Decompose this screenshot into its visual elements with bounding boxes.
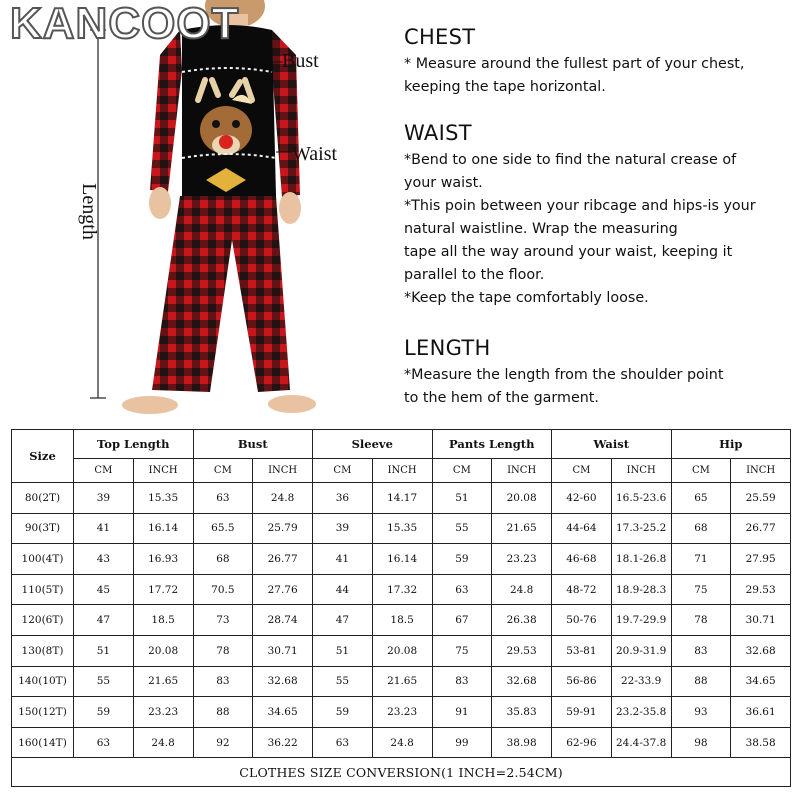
table-cell: 44-64 [552, 513, 612, 544]
guide-waist-line: *Bend to one side to find the natural crease of [404, 152, 737, 168]
table-cell: 30.71 [731, 605, 791, 636]
unit-header: INCH [611, 459, 671, 483]
table-cell: 16.14 [133, 513, 193, 544]
table-cell: 24.8 [372, 727, 432, 758]
table-cell: 24.8 [492, 574, 552, 605]
table-cell: 75 [671, 574, 731, 605]
table-cell: 24.4-37.8 [611, 727, 671, 758]
table-footer-row [12, 758, 791, 787]
table-cell: 55 [74, 666, 134, 697]
table-cell: 38.58 [731, 727, 791, 758]
guide-waist-line: *Keep the tape comfortably loose. [404, 290, 649, 306]
group-header-top-length: Top Length [74, 430, 194, 459]
table-cell: 32.68 [253, 666, 313, 697]
table-row [12, 544, 791, 575]
table-row [12, 697, 791, 728]
table-cell: 34.65 [253, 697, 313, 728]
table-cell: 65.5 [193, 513, 253, 544]
size-cell: 160(14T) [12, 727, 74, 758]
waist-label: Waist [292, 143, 338, 165]
table-cell: 41 [74, 513, 134, 544]
guide-length-title: LENGTH [404, 336, 491, 360]
table-row [12, 727, 791, 758]
table-cell: 17.72 [133, 574, 193, 605]
table-cell: 25.79 [253, 513, 313, 544]
table-cell: 83 [193, 666, 253, 697]
guide-waist-line: *This poin between your ribcage and hips-is your [404, 198, 756, 214]
unit-header: CM [313, 459, 373, 483]
table-cell: 93 [671, 697, 731, 728]
table-cell: 26.77 [731, 513, 791, 544]
table-cell: 41 [313, 544, 373, 575]
table-cell: 19.7-29.9 [611, 605, 671, 636]
table-cell: 21.65 [492, 513, 552, 544]
table-cell: 48-72 [552, 574, 612, 605]
table-row [12, 666, 791, 697]
size-cell: 110(5T) [12, 574, 74, 605]
table-cell: 78 [193, 635, 253, 666]
table-cell: 29.53 [492, 635, 552, 666]
guide-length-section [404, 335, 796, 410]
table-cell: 18.9-28.3 [611, 574, 671, 605]
table-cell: 56-86 [552, 666, 612, 697]
table-cell: 55 [432, 513, 492, 544]
unit-header: CM [193, 459, 253, 483]
table-cell: 63 [313, 727, 373, 758]
size-cell: 80(2T) [12, 483, 74, 514]
unit-header: CM [74, 459, 134, 483]
table-cell: 63 [74, 727, 134, 758]
table-cell: 75 [432, 635, 492, 666]
table-cell: 46-68 [552, 544, 612, 575]
table-cell: 30.71 [253, 635, 313, 666]
table-row [12, 605, 791, 636]
bust-label: Bust [282, 50, 319, 72]
table-cell: 26.77 [253, 544, 313, 575]
table-cell: 23.23 [133, 697, 193, 728]
table-cell: 45 [74, 574, 134, 605]
table-cell: 83 [671, 635, 731, 666]
group-header-hip: Hip [671, 430, 791, 459]
table-cell: 68 [671, 513, 731, 544]
model-figure-area [0, 0, 400, 420]
unit-header: INCH [253, 459, 313, 483]
table-cell: 16.5-23.6 [611, 483, 671, 514]
table-cell: 17.32 [372, 574, 432, 605]
table-cell: 27.76 [253, 574, 313, 605]
table-cell: 63 [432, 574, 492, 605]
table-cell: 43 [74, 544, 134, 575]
table-cell: 59 [432, 544, 492, 575]
table-cell: 59 [74, 697, 134, 728]
size-cell: 120(6T) [12, 605, 74, 636]
table-cell: 63 [193, 483, 253, 514]
table-cell: 68 [193, 544, 253, 575]
table-cell: 42-60 [552, 483, 612, 514]
table-cell: 16.14 [372, 544, 432, 575]
unit-header: INCH [372, 459, 432, 483]
unit-header: CM [671, 459, 731, 483]
unit-header: CM [432, 459, 492, 483]
table-cell: 29.53 [731, 574, 791, 605]
table-cell: 20.08 [133, 635, 193, 666]
table-cell: 20.08 [372, 635, 432, 666]
table-cell: 27.95 [731, 544, 791, 575]
table-cell: 22-33.9 [611, 666, 671, 697]
table-cell: 32.68 [731, 635, 791, 666]
table-cell: 59-91 [552, 697, 612, 728]
table-cell: 36.22 [253, 727, 313, 758]
table-cell: 28.74 [253, 605, 313, 636]
table-cell: 92 [193, 727, 253, 758]
table-cell: 17.3-25.2 [611, 513, 671, 544]
group-header-waist: Waist [552, 430, 672, 459]
table-group-header-row [12, 430, 791, 459]
group-header-sleeve: Sleeve [313, 430, 433, 459]
table-cell: 39 [74, 483, 134, 514]
length-label: Length [77, 183, 100, 240]
table-cell: 34.65 [731, 666, 791, 697]
guide-length-line: *Measure the length from the shoulder point [404, 367, 724, 383]
table-cell: 53-81 [552, 635, 612, 666]
size-cell: 90(3T) [12, 513, 74, 544]
table-cell: 39 [313, 513, 373, 544]
table-cell: 21.65 [372, 666, 432, 697]
table-cell: 26.38 [492, 605, 552, 636]
table-row [12, 635, 791, 666]
table-row [12, 574, 791, 605]
size-chart-table [11, 429, 791, 787]
table-cell: 51 [432, 483, 492, 514]
table-cell: 24.8 [133, 727, 193, 758]
unit-header: INCH [731, 459, 791, 483]
guide-chest-title: CHEST [404, 25, 476, 49]
table-cell: 15.35 [133, 483, 193, 514]
table-cell: 24.8 [253, 483, 313, 514]
size-cell: 150(12T) [12, 697, 74, 728]
guide-waist-section [404, 120, 796, 310]
table-cell: 98 [671, 727, 731, 758]
model-illustration [0, 0, 400, 420]
group-header-bust: Bust [193, 430, 313, 459]
table-cell: 59 [313, 697, 373, 728]
table-row [12, 513, 791, 544]
table-cell: 51 [74, 635, 134, 666]
guide-waist-line: your waist. [404, 175, 483, 191]
table-cell: 36 [313, 483, 373, 514]
guide-waist-line: parallel to the floor. [404, 267, 545, 283]
table-cell: 32.68 [492, 666, 552, 697]
group-header-pants-length: Pants Length [432, 430, 552, 459]
table-cell: 36.61 [731, 697, 791, 728]
table-unit-header-row [12, 459, 791, 483]
guide-chest-line: * Measure around the fullest part of your chest, [404, 56, 745, 72]
table-cell: 88 [193, 697, 253, 728]
table-cell: 15.35 [372, 513, 432, 544]
table-cell: 14.17 [372, 483, 432, 514]
table-cell: 62-96 [552, 727, 612, 758]
unit-header: CM [552, 459, 612, 483]
size-column-header: Size [12, 430, 74, 483]
table-cell: 88 [671, 666, 731, 697]
table-cell: 50-76 [552, 605, 612, 636]
table-cell: 25.59 [731, 483, 791, 514]
table-cell: 83 [432, 666, 492, 697]
guide-chest-line: keeping the tape horizontal. [404, 79, 606, 95]
unit-header: INCH [133, 459, 193, 483]
table-cell: 47 [74, 605, 134, 636]
table-cell: 55 [313, 666, 373, 697]
size-cell: 100(4T) [12, 544, 74, 575]
table-cell: 23.23 [372, 697, 432, 728]
table-cell: 99 [432, 727, 492, 758]
table-cell: 47 [313, 605, 373, 636]
guide-waist-line: tape all the way around your waist, keeping it [404, 244, 733, 260]
table-cell: 38.98 [492, 727, 552, 758]
table-cell: 18.5 [133, 605, 193, 636]
table-cell: 44 [313, 574, 373, 605]
size-cell: 130(8T) [12, 635, 74, 666]
table-row [12, 483, 791, 514]
conversion-note: CLOTHES SIZE CONVERSION(1 INCH=2.54CM) [12, 758, 791, 787]
guide-waist-title: WAIST [404, 121, 472, 145]
table-cell: 20.08 [492, 483, 552, 514]
table-cell: 51 [313, 635, 373, 666]
table-cell: 18.5 [372, 605, 432, 636]
guide-waist-line: natural waistline. Wrap the measuring [404, 221, 678, 237]
table-cell: 73 [193, 605, 253, 636]
table-cell: 71 [671, 544, 731, 575]
table-cell: 23.23 [492, 544, 552, 575]
table-cell: 20.9-31.9 [611, 635, 671, 666]
table-cell: 35.83 [492, 697, 552, 728]
guide-length-line: to the hem of the garment. [404, 390, 599, 406]
table-cell: 23.2-35.8 [611, 697, 671, 728]
table-cell: 21.65 [133, 666, 193, 697]
table-cell: 18.1-26.8 [611, 544, 671, 575]
table-cell: 16.93 [133, 544, 193, 575]
table-cell: 65 [671, 483, 731, 514]
table-body [12, 483, 791, 758]
brand-logo: KANCOOT [10, 0, 240, 48]
table-cell: 78 [671, 605, 731, 636]
size-cell: 140(10T) [12, 666, 74, 697]
table-cell: 67 [432, 605, 492, 636]
table-cell: 91 [432, 697, 492, 728]
table-cell: 70.5 [193, 574, 253, 605]
guide-chest-section [404, 24, 796, 99]
unit-header: INCH [492, 459, 552, 483]
